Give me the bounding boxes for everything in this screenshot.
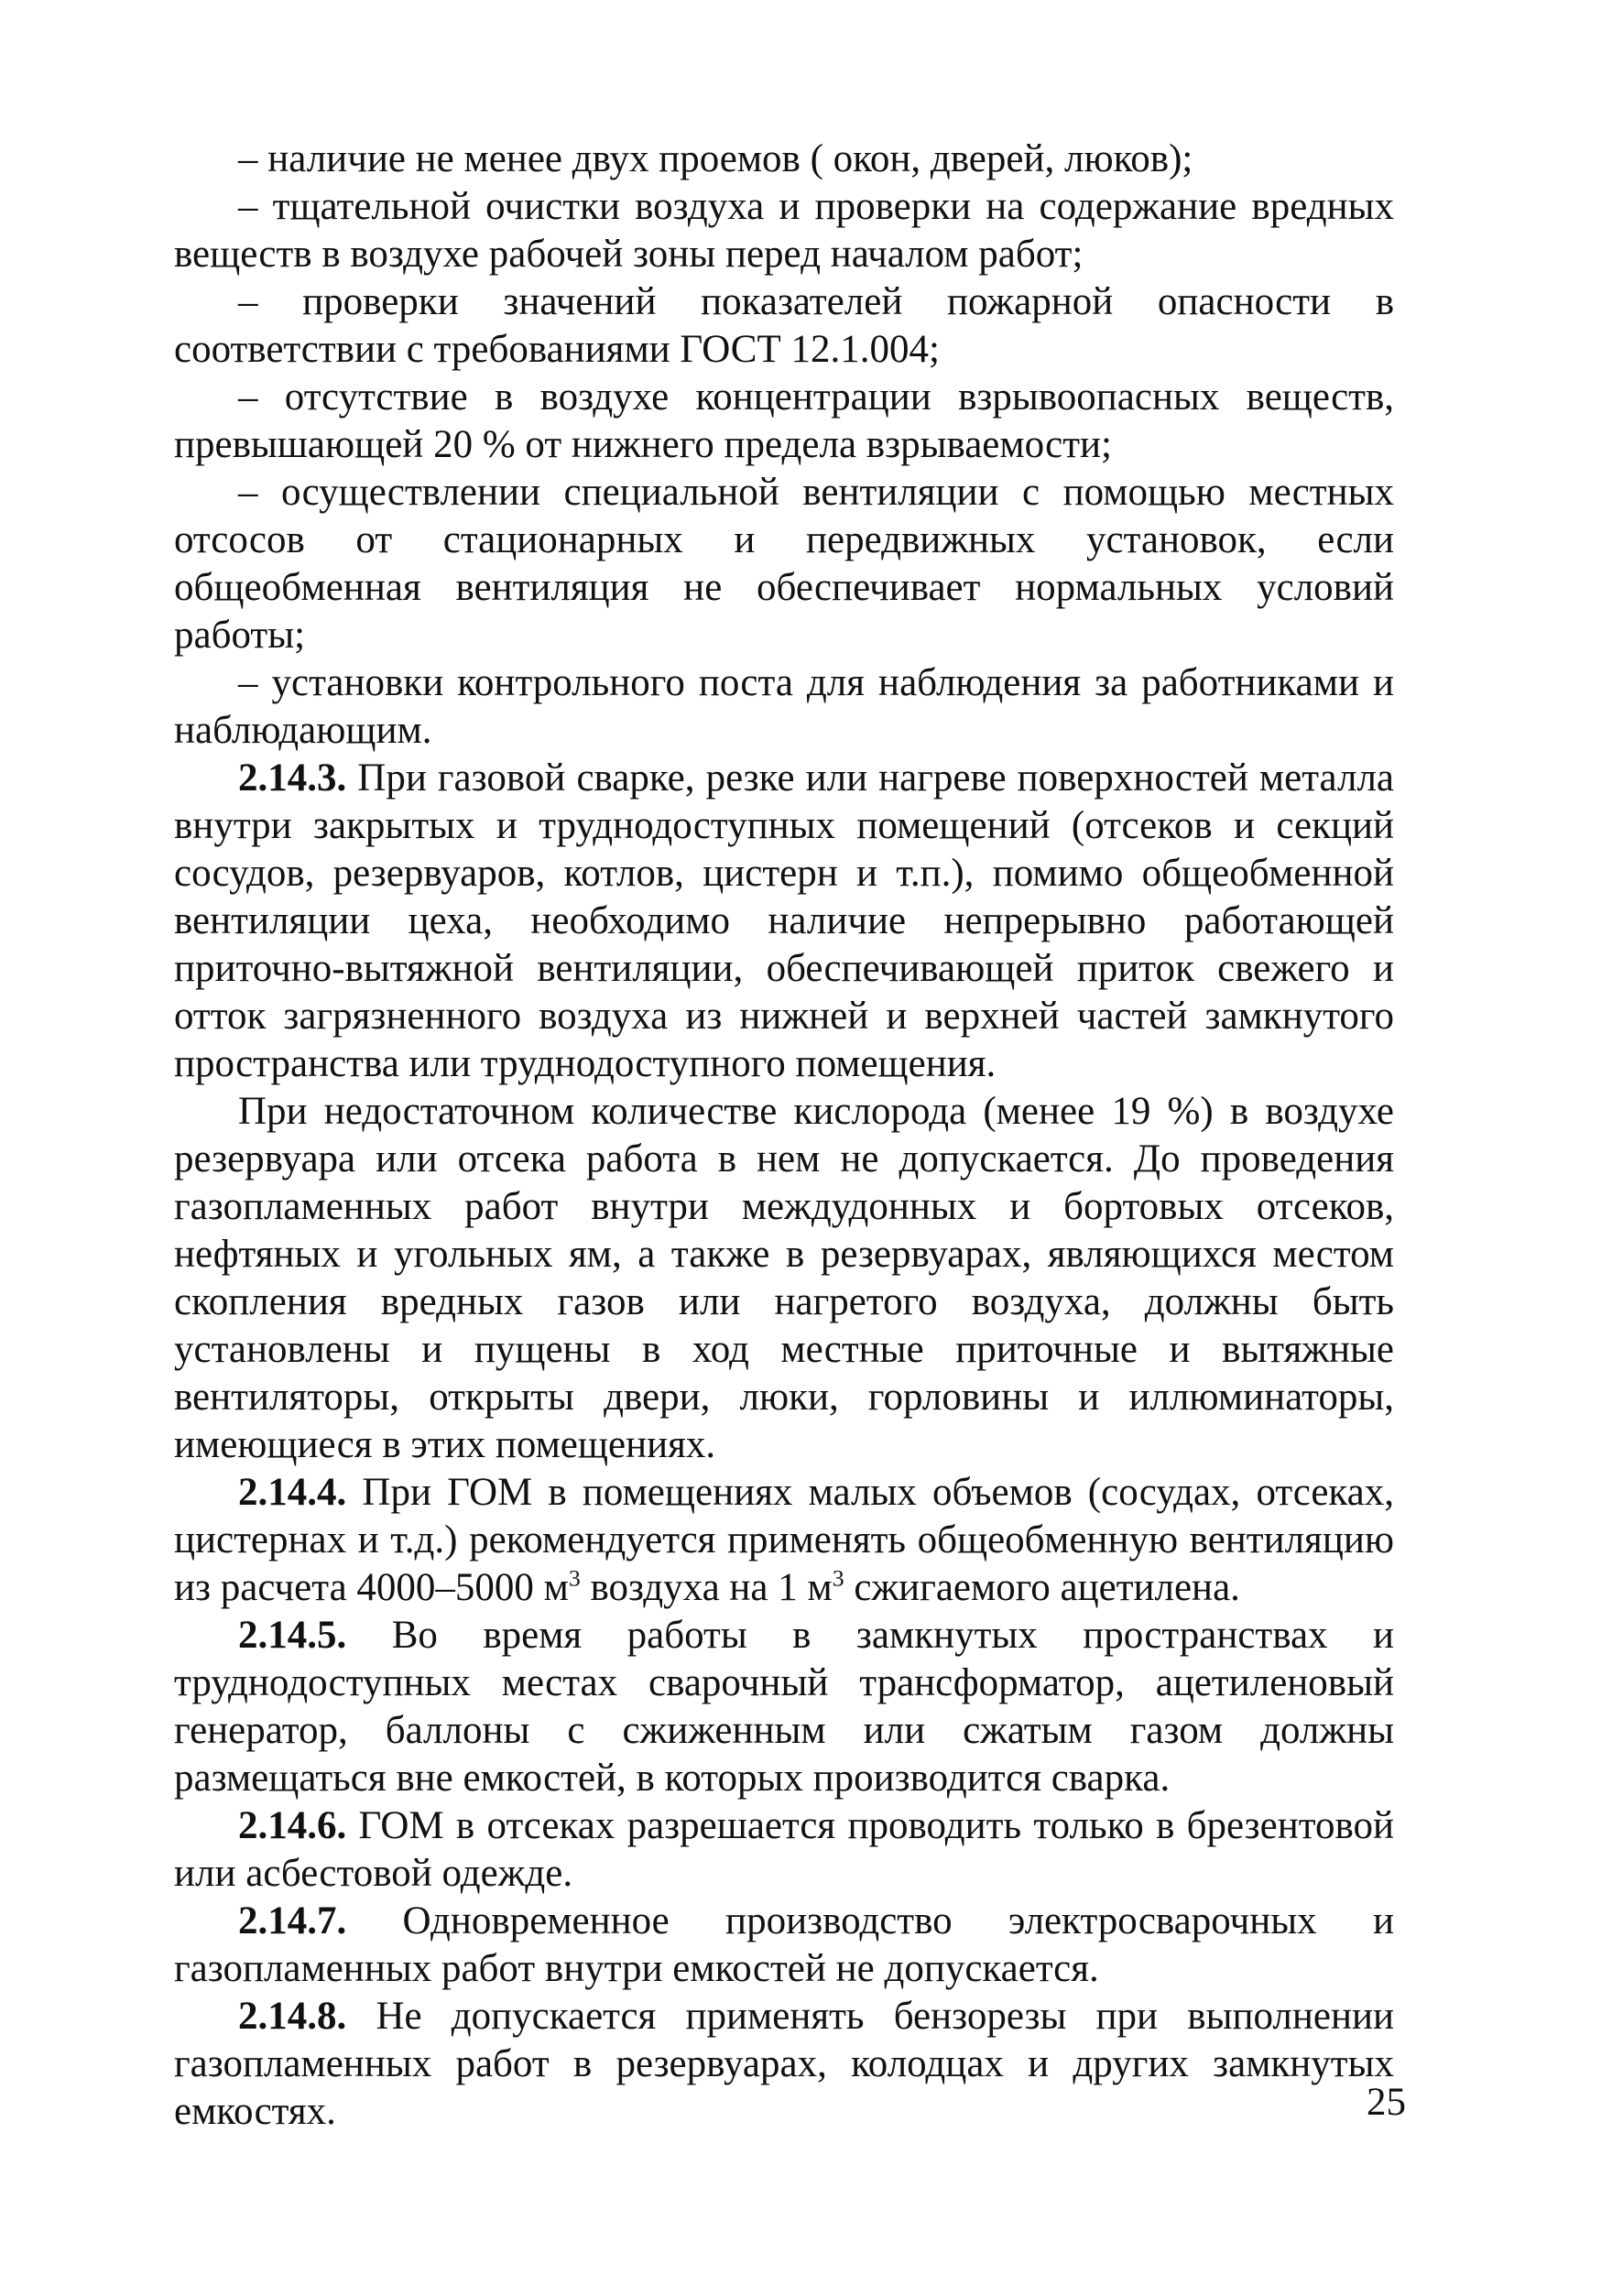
section-text: Не допускается применять бензорезы при выполнении газопламенных работ в резервуарах, колодцах и других замкнутых емкостях. — [174, 1995, 1394, 2133]
section-2-14-8 — [174, 1993, 1394, 2136]
list-item: – установки контрольного поста для наблюдения за работниками и наблюдающим. — [174, 661, 1394, 752]
superscript: 3 — [568, 1564, 581, 1592]
section-text: Одновременное производство электросварочных и газопламенных работ внутри емкостей не допускается. — [174, 1899, 1394, 1990]
section-2-14-3 — [174, 755, 1394, 1088]
section-number: 2.14.7. — [238, 1899, 347, 1942]
section-text: Во время работы в замкнутых пространствах и труднодоступных местах сварочный трансформатор, ацетиленовый генератор, баллоны с сжиженным или сжатым газом должны размещаться вне емкостей, в которых производится сварка. — [174, 1614, 1394, 1800]
section-text: При ГОМ в помещениях малых объемов (сосудах, отсеках, цистернах и т.д.) рекомендуется применять общеобменную вентиляцию из расчета 4000–5000 м — [174, 1471, 1394, 1609]
section-2-14-7 — [174, 1898, 1394, 1993]
section-text: При недостаточном количестве кислорода (менее 19 %) в воздухе резервуара или отсека работа в нем не допускается. До проведения газопламенных работ внутри междудонных и бортовых отсеков, нефтяных и угольных ям, а также в резервуарах, являющихся местом скопления вредных газов или нагретого воздуха, должны быть установлены и пущены в ход местные приточные и вытяжные вентиляторы, открыты двери, люки, горловины и иллюминаторы, имеющиеся в этих помещениях. — [174, 1090, 1394, 1466]
section-text: ГОМ в отсеках разрешается проводить только в брезентовой или асбестовой одежде. — [174, 1804, 1394, 1895]
section-2-14-6 — [174, 1802, 1394, 1898]
superscript: 3 — [832, 1564, 844, 1592]
body-text — [174, 136, 1394, 2136]
list-item: – наличие не менее двух проемов ( окон, дверей, люков); — [238, 137, 1193, 180]
list-item: – отсутствие в воздухе концентрации взрывоопасных веществ, превышающей 20 % от нижнего предела взрываемости; — [174, 375, 1394, 466]
section-number: 2.14.3. — [238, 756, 347, 800]
section-number: 2.14.8. — [238, 1995, 347, 2038]
section-text: воздуха на 1 м — [580, 1566, 833, 1609]
section-2-14-5 — [174, 1612, 1394, 1802]
section-2-14-4 — [174, 1469, 1394, 1612]
section-text: При газовой сварке, резке или нагреве поверхностей металла внутри закрытых и труднодоступных помещений (отсеков и секций сосудов, резервуаров, котлов, цистерн и т.п.), помимо общеобменной вентиляции цеха, необходимо наличие непрерывно работающей приточно-вытяжной вентиляции, обеспечивающей приток свежего и отток загрязненного воздуха из нижней и верхней частей замкнутого пространства или труднодоступного помещения. — [174, 756, 1394, 1085]
page-number: 25 — [1367, 2081, 1406, 2124]
section-number: 2.14.5. — [238, 1614, 347, 1657]
list-item: – тщательной очистки воздуха и проверки на содержание вредных веществ в воздухе рабочей зоны перед началом работ; — [174, 185, 1394, 276]
section-text: сжигаемого ацетилена. — [844, 1566, 1240, 1609]
list-item: – проверки значений показателей пожарной опасности в соответствии с требованиями ГОСТ 12.1.004; — [174, 280, 1394, 371]
section-number: 2.14.6. — [238, 1804, 347, 1847]
section-number: 2.14.4. — [238, 1471, 347, 1514]
paragraph-oxygen — [174, 1088, 1394, 1469]
list-item: – осуществлении специальной вентиляции с помощью местных отсосов от стационарных и передвижных установок, если общеобменная вентиляция не обеспечивает нормальных условий работы; — [174, 471, 1394, 657]
